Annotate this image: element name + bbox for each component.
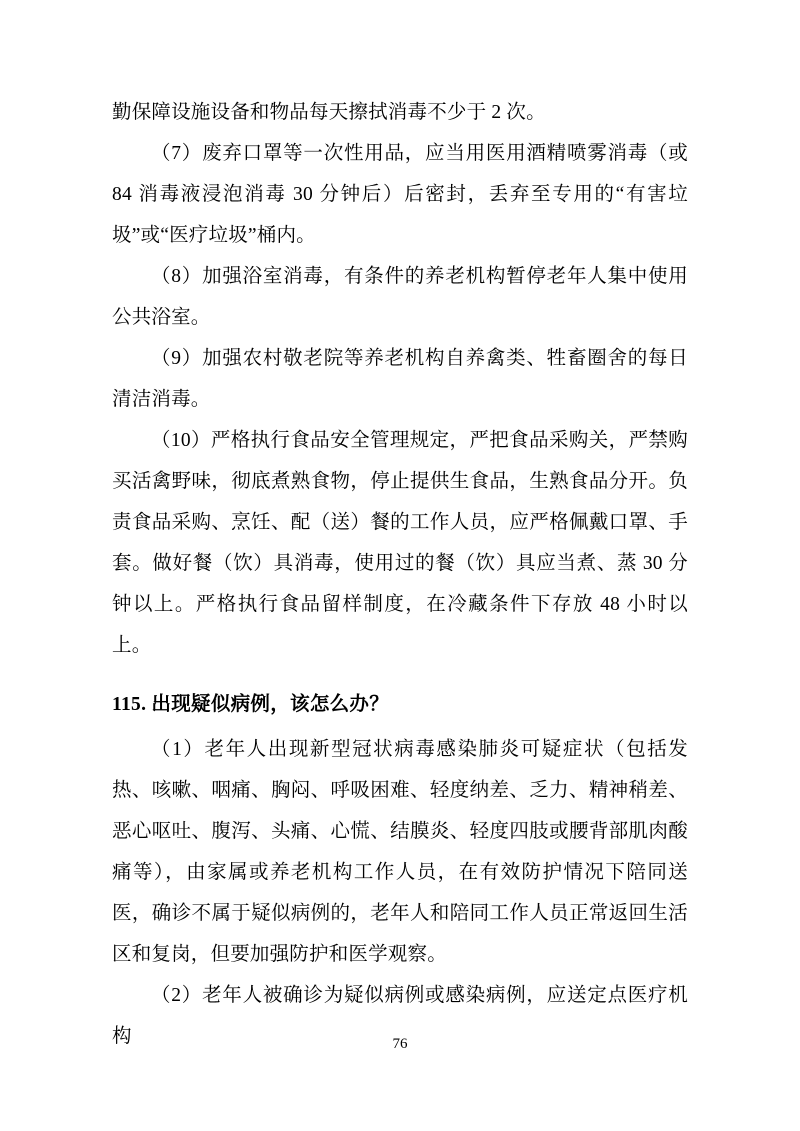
paragraph-answer-1: （1）老年人出现新型冠状病毒感染肺炎可疑症状（包括发热、咳嗽、咽痛、胸闷、呼吸困难、轻度纳差、乏力、精神稍差、恶心呕吐、腹泻、头痛、心慌、结膜炎、轻度四肢或腰背部肌肉酸痛等），由家属或养老机构工作人员，在有效防护情况下陪同送医，确诊不属于疑似病例的，老年人和陪同工作人员正常返回生活区和复岗，但要加强防护和医学观察。 [112,739,688,965]
section-heading-115: 115. 出现疑似病例，该怎么办？ [112,694,390,715]
page-number: 76 [392,1036,408,1052]
paragraph-item-7: （7）废弃口罩等一次性用品，应当用医用酒精喷雾消毒（或 84 消毒液浸泡消毒 30 分钟后）后密封，丢弃至专用的“有害垃圾”或“医疗垃圾”桶内。 [112,143,688,246]
paragraph-answer-2: （2）老年人被确诊为疑似病例或感染病例，应送定点医疗机构 [112,985,688,1047]
paragraph-item-10: （10）严格执行食品安全管理规定，严把食品采购关，严禁购买活禽野味，彻底煮熟食物，停止提供生食品，生熟食品分开。负责食品采购、烹饪、配（送）餐的工作人员，应严格佩戴口罩、手套。做好餐（饮）具消毒，使用过的餐（饮）具应当煮、蒸 30 分钟以上。严格执行食品留样制度，在冷藏条件下存放 48 小时以上。 [112,430,688,656]
page-body [112,92,688,1057]
paragraph-item-9: （9）加强农村敬老院等养老机构自养禽类、牲畜圈舍的每日清洁消毒。 [112,348,688,410]
paragraph-item-8: （8）加强浴室消毒，有条件的养老机构暂停老年人集中使用公共浴室。 [112,266,688,328]
paragraph-continuation: 勤保障设施设备和物品每天擦拭消毒不少于 2 次。 [112,102,546,123]
